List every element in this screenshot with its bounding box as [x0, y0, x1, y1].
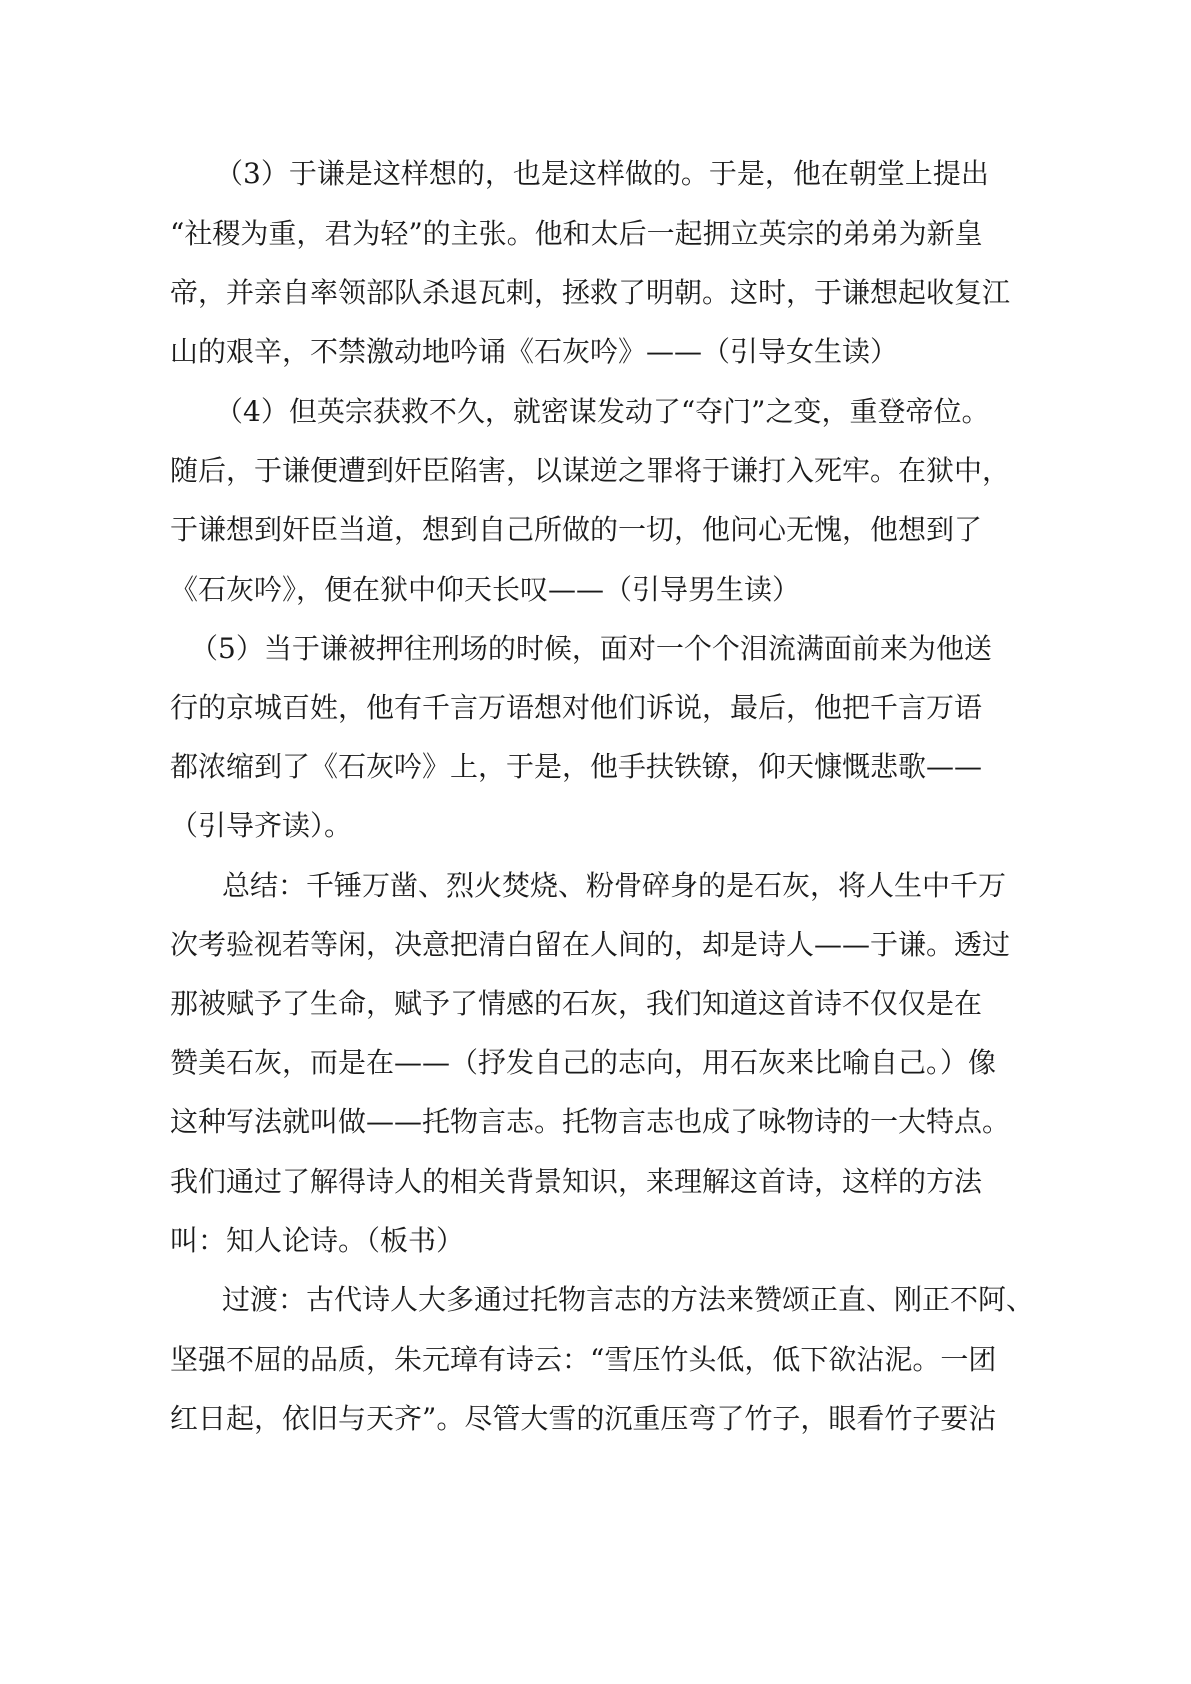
text-line-6: 随后，于谦便遭到奸臣陷害，以谋逆之罪将于谦打入死牢。在狱中， [170, 454, 1011, 487]
text-line-18: 我们通过了解得诗人的相关背景知识，来理解这首诗，这样的方法 [170, 1165, 983, 1198]
text-line-7: 于谦想到奸臣当道，想到自己所做的一切，他问心无愧，他想到了 [170, 513, 983, 546]
text-line-21: 坚强不屈的品质，朱元璋有诗云：“雪压竹头低，低下欲沾泥。一团 [170, 1343, 997, 1376]
text-line-3: 帝，并亲自率领部队杀退瓦剌，拯救了明朝。这时，于谦想起收复江 [170, 276, 1011, 309]
text-line-19: 叫：知人论诗。（板书） [170, 1224, 465, 1257]
text-line-22: 红日起，依旧与天齐”。尽管大雪的沉重压弯了竹子，眼看竹子要沾 [170, 1402, 997, 1435]
text-line-2: “社稷为重，君为轻”的主张。他和太后一起拥立英宗的弟弟为新皇 [170, 217, 983, 250]
text-line-13: 总结：千锤万凿、烈火焚烧、粉骨碎身的是石灰，将人生中千万 [222, 869, 1007, 902]
text-line-9: （5）当于谦被押往刑场的时候，面对一个个泪流满面前来为他送 [190, 632, 992, 665]
text-line-11: 都浓缩到了《石灰吟》上，于是，他手扶铁镣，仰天慷慨悲歌—— [170, 750, 983, 783]
text-line-14: 次考验视若等闲，决意把清白留在人间的，却是诗人——于谦。透过 [170, 928, 1011, 961]
text-line-1: （3）于谦是这样想的，也是这样做的。于是，他在朝堂上提出 [215, 157, 989, 190]
text-line-12: （引导齐读）。 [170, 809, 353, 842]
text-line-15: 那被赋予了生命，赋予了情感的石灰，我们知道这首诗不仅仅是在 [170, 987, 983, 1020]
text-line-17: 这种写法就叫做——托物言志。托物言志也成了咏物诗的一大特点。 [170, 1105, 1011, 1138]
text-line-16: 赞美石灰，而是在——（抒发自己的志向，用石灰来比喻自己。）像 [170, 1046, 997, 1079]
text-line-10: 行的京城百姓，他有千言万语想对他们诉说，最后，他把千言万语 [170, 691, 983, 724]
text-line-5: （4）但英宗获救不久，就密谋发动了“夺门”之变，重登帝位。 [215, 395, 990, 428]
text-line-8: 《石灰吟》，便在狱中仰天长叹——（引导男生读） [170, 573, 801, 606]
text-line-4: 山的艰辛，不禁激动地吟诵《石灰吟》——（引导女生读） [170, 335, 899, 368]
text-line-20: 过渡：古代诗人大多通过托物言志的方法来赞颂正直、刚正不阿、 [222, 1283, 1035, 1316]
